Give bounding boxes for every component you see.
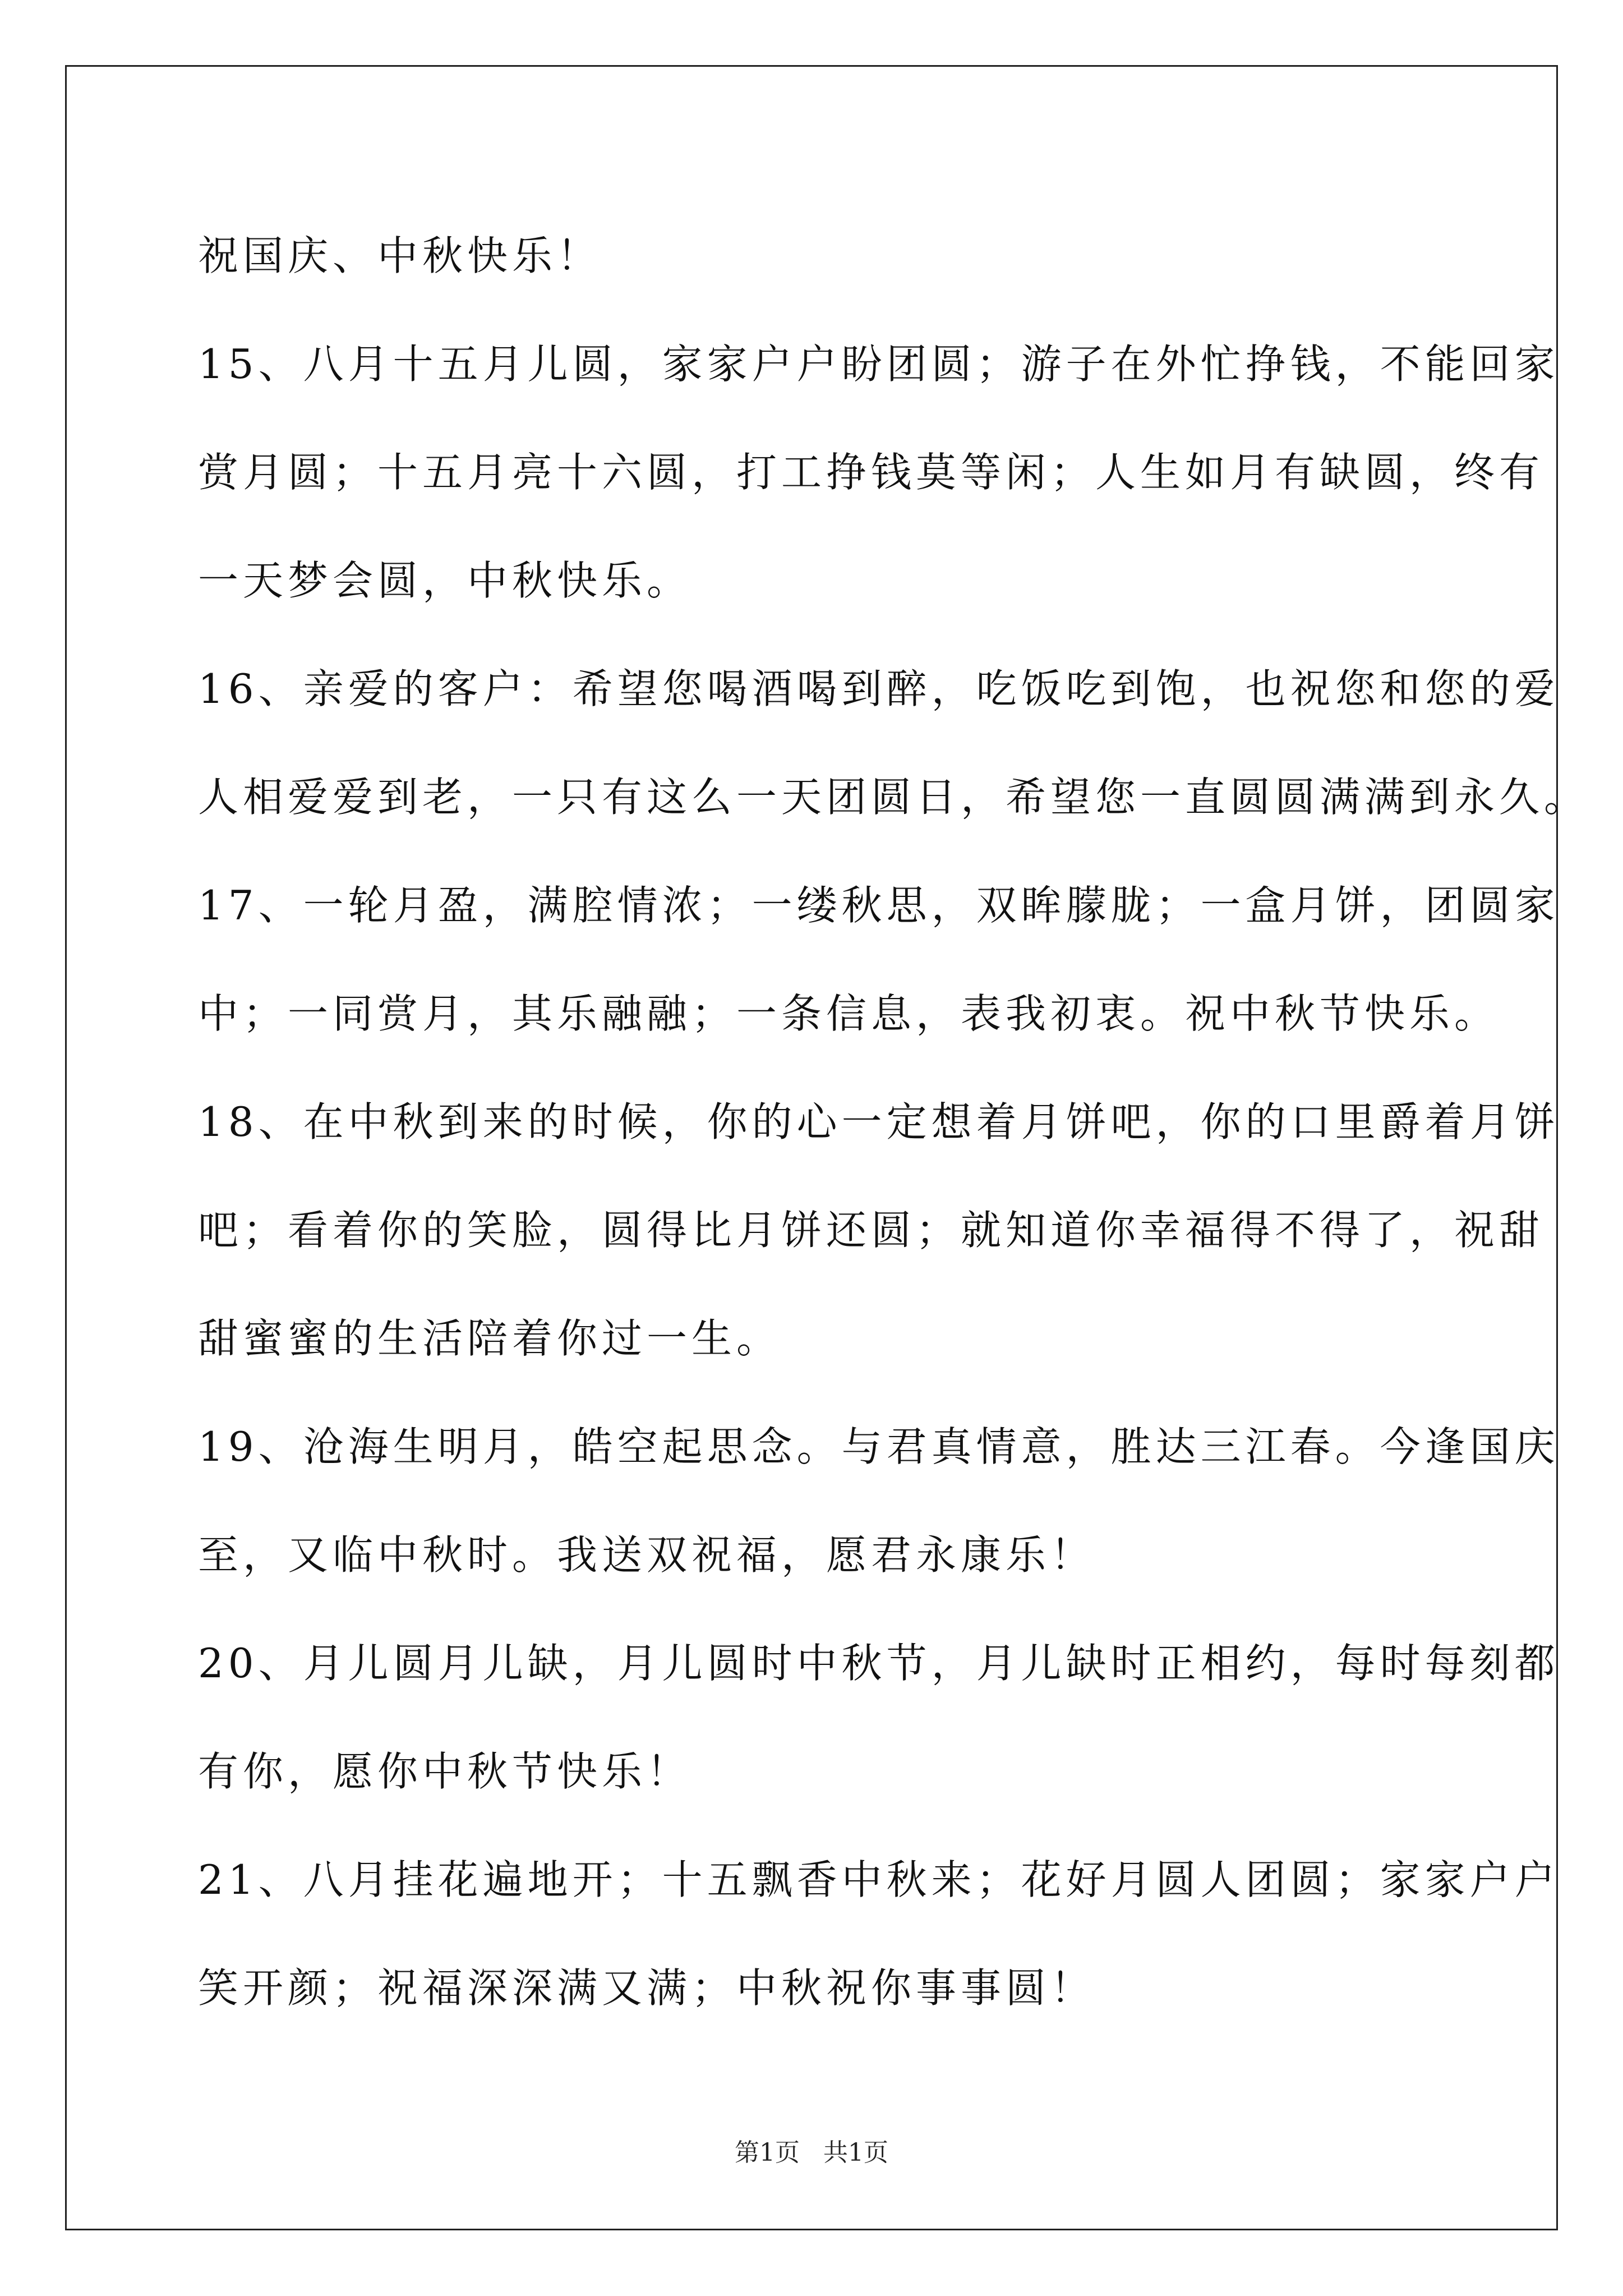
text-line: 21、八月挂花遍地开；十五飘香中秋来；花好月圆人团圆；家家户户 — [198, 1856, 1560, 1903]
text-line: 一天梦会圆，中秋快乐。 — [198, 557, 692, 604]
text-line: 笑开颜；祝福深深满又满；中秋祝你事事圆！ — [198, 1964, 1096, 2012]
text-line: 19、沧海生明月，皓空起思念。与君真情意，胜达三江春。今逢国庆 — [198, 1423, 1560, 1470]
text-line: 20、月儿圆月儿缺，月儿圆时中秋节，月儿缺时正相约，每时每刻都 — [198, 1640, 1560, 1687]
text-line: 人相爱爱到老，一只有这么一天团圆日，希望您一直圆圆满满到永久。 — [198, 774, 1589, 821]
text-line: 吧；看着你的笑脸，圆得比月饼还圆；就知道你幸福得不得了，祝甜 — [198, 1207, 1544, 1254]
page-total: 共1页 — [823, 2138, 888, 2167]
document-body — [198, 202, 1589, 2042]
text-line: 祝国庆、中秋快乐！ — [198, 232, 602, 279]
text-line: 至，又临中秋时。我送双祝福，愿君永康乐！ — [198, 1531, 1096, 1579]
text-line: 有你，愿你中秋节快乐！ — [198, 1748, 692, 1795]
page-number: 第1页 — [735, 2138, 800, 2167]
text-line: 15、八月十五月儿圆，家家户户盼团圆；游子在外忙挣钱，不能回家 — [198, 341, 1560, 388]
text-line: 甜蜜蜜的生活陪着你过一生。 — [198, 1315, 782, 1362]
page-footer — [0, 2136, 1623, 2170]
text-line: 17、一轮月盈，满腔情浓；一缕秋思，双眸朦胧；一盒月饼，团圆家 — [198, 882, 1560, 929]
text-line: 中；一同赏月，其乐融融；一条信息，表我初衷。祝中秋节快乐。 — [198, 990, 1500, 1037]
text-line: 16、亲爱的客户：希望您喝酒喝到醉，吃饭吃到饱，也祝您和您的爱 — [198, 665, 1560, 712]
text-line: 18、在中秋到来的时候，你的心一定想着月饼吧，你的口里爵着月饼 — [198, 1098, 1560, 1145]
text-line: 赏月圆；十五月亮十六圆，打工挣钱莫等闲；人生如月有缺圆，终有 — [198, 449, 1544, 496]
